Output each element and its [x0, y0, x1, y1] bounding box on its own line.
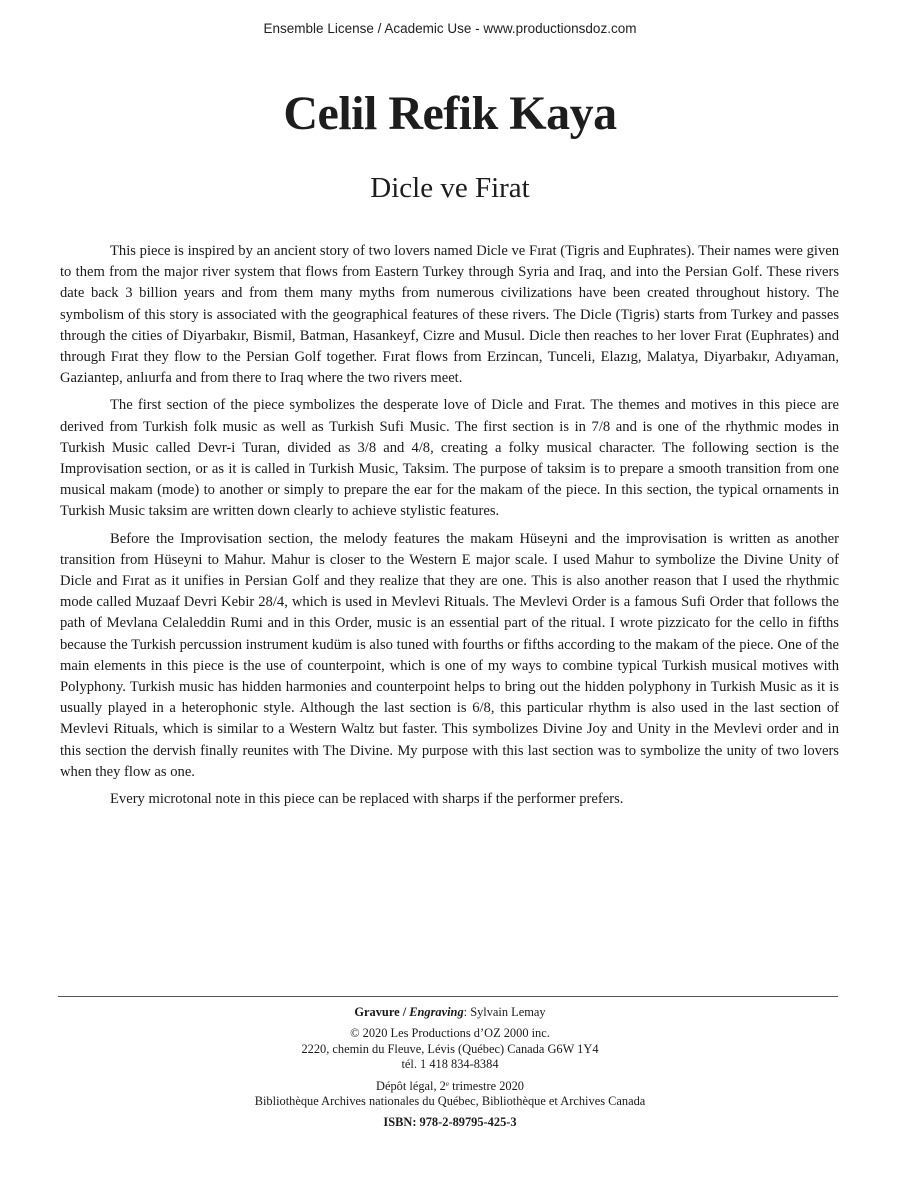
isbn-text: ISBN: 978-2-89795-425-3: [383, 1115, 517, 1130]
address-line: 2220, chemin du Fleuve, Lévis (Québec) Canada G6W 1Y4: [301, 1041, 599, 1056]
isbn-line: [0, 1115, 900, 1130]
depot-prefix: Dépôt légal, 2: [376, 1078, 446, 1093]
license-header: Ensemble License / Academic Use - www.productionsdoz.com: [263, 21, 637, 36]
program-notes: [60, 241, 839, 816]
engraving-label-en: Engraving: [409, 1005, 464, 1019]
publisher-credits: [0, 1005, 900, 1131]
legal-deposit-block: [0, 1079, 900, 1110]
notes-paragraph: The first section of the piece symbolizes the desperate love of Dicle and Fırat. The themes and motives in this piece are derived from Turkish folk music as well as Turkish Sufi Music. The first section is in 7/8 and is one of the rhythmic modes in Turkish Music called Devr-i Turan, divided as 3/8 and 4/8, creating a folky musical character. The following section is the Improvisation section, or as it is called in Turkish Music, Taksim. The purpose of taksim is to prepare a smooth transition from one musical makam (mode) to another or simply to prepare the ear for the makam of the piece. In this section, the typical ornaments in Turkish Music taksim are written down clearly to achieve stylistic features.: [60, 397, 839, 520]
engraving-credit: [0, 1005, 900, 1020]
depot-suffix: trimestre 2020: [448, 1078, 524, 1093]
legal-deposit-line: [0, 1079, 900, 1094]
engraving-colon: :: [463, 1005, 468, 1019]
phone-line: tél. 1 418 834-8384: [401, 1057, 499, 1072]
notes-paragraph: This piece is inspired by an ancient story of two lovers named Dicle ve Fırat (Tigris and Euphrates). Their names were given to them from the major river system that flows from Eastern Turkey through Syria and Iraq, and into the Persian Golf. These rivers date back 3 billion years and from them many myths from numerous civilizations have been created throughout history. The symbolism of this story is associated with the geographical features of these rivers. The Dicle (Tigris) starts from Turkey and passes through the cities of Diyarbakır, Bismil, Batman, Hasankeyf, Cizre and Musul. Dicle then reaches to her lover Fırat (Euphrates) and through Fırat they flow to the Persian Golf together. Fırat flows from Erzincan, Tunceli, Elazıg, Malatya, Diyarbakır, Adıyaman, Gaziantep, anlıurfa and from there to Iraq where the two rivers meet.: [60, 243, 839, 387]
engraving-label-fr: Gravure: [354, 1005, 400, 1019]
notes-paragraph: Every microtonal note in this piece can be replaced with sharps if the performer prefers.: [110, 791, 624, 808]
notes-paragraph: Before the Improvisation section, the melody features the makam Hüseyni and the improvisation is written as another transition from Hüseyni to Mahur. Mahur is closer to the Western E major scale. I used Mahur to symbolize the Divine Unity of Dicle and Fırat as it unifies in Persian Golf and they realize that they are one. This is also another reason that I used the rhythmic mode called Muzaaf Devri Kebir 28/4, which is used in Mevlevi Rituals. The Mevlevi Order is a famous Sufi Order that follows the path of Mevlana Celaleddin Rumi and in this Order, music is an essential part of the ritual. I wrote pizzicato for the cello in fifths because the Turkish percussion instrument kudüm is also tuned with fourths or fifths according to the makam of the piece. One of the main elements in this piece is the use of counterpoint, which is one of my ways to combine typical Turkish musical motives with Polyphony. Turkish music has hidden harmonies and counterpoint helps to bring out the hidden polyphony in Turkish Music as it is usually played in a heterophonic style. Although the last section is 6/8, this particular rhythm is also used in the last section of Mevlevi Rituals, which is similar to a Western Waltz but faster. This symbolizes Divine Joy and Unity in the Mevlevi order and in this section the dervish finally reunites with The Divine. My purpose with this last section was to symbolize the unity of two lovers when they flow as one.: [60, 530, 839, 780]
piece-title: Dicle ve Firat: [370, 172, 530, 204]
footer-divider: [58, 996, 838, 997]
publisher-block: [0, 1026, 900, 1072]
composer-name: Celil Refik Kaya: [283, 87, 617, 140]
depot-superscript: e: [445, 1079, 449, 1088]
engraving-separator: /: [399, 1005, 410, 1019]
copyright-line: © 2020 Les Productions d’OZ 2000 inc.: [350, 1026, 550, 1041]
library-line: Bibliothèque Archives nationales du Québec, Bibliothèque et Archives Canada: [254, 1094, 646, 1109]
engraver-name: Sylvain Lemay: [467, 1005, 546, 1019]
